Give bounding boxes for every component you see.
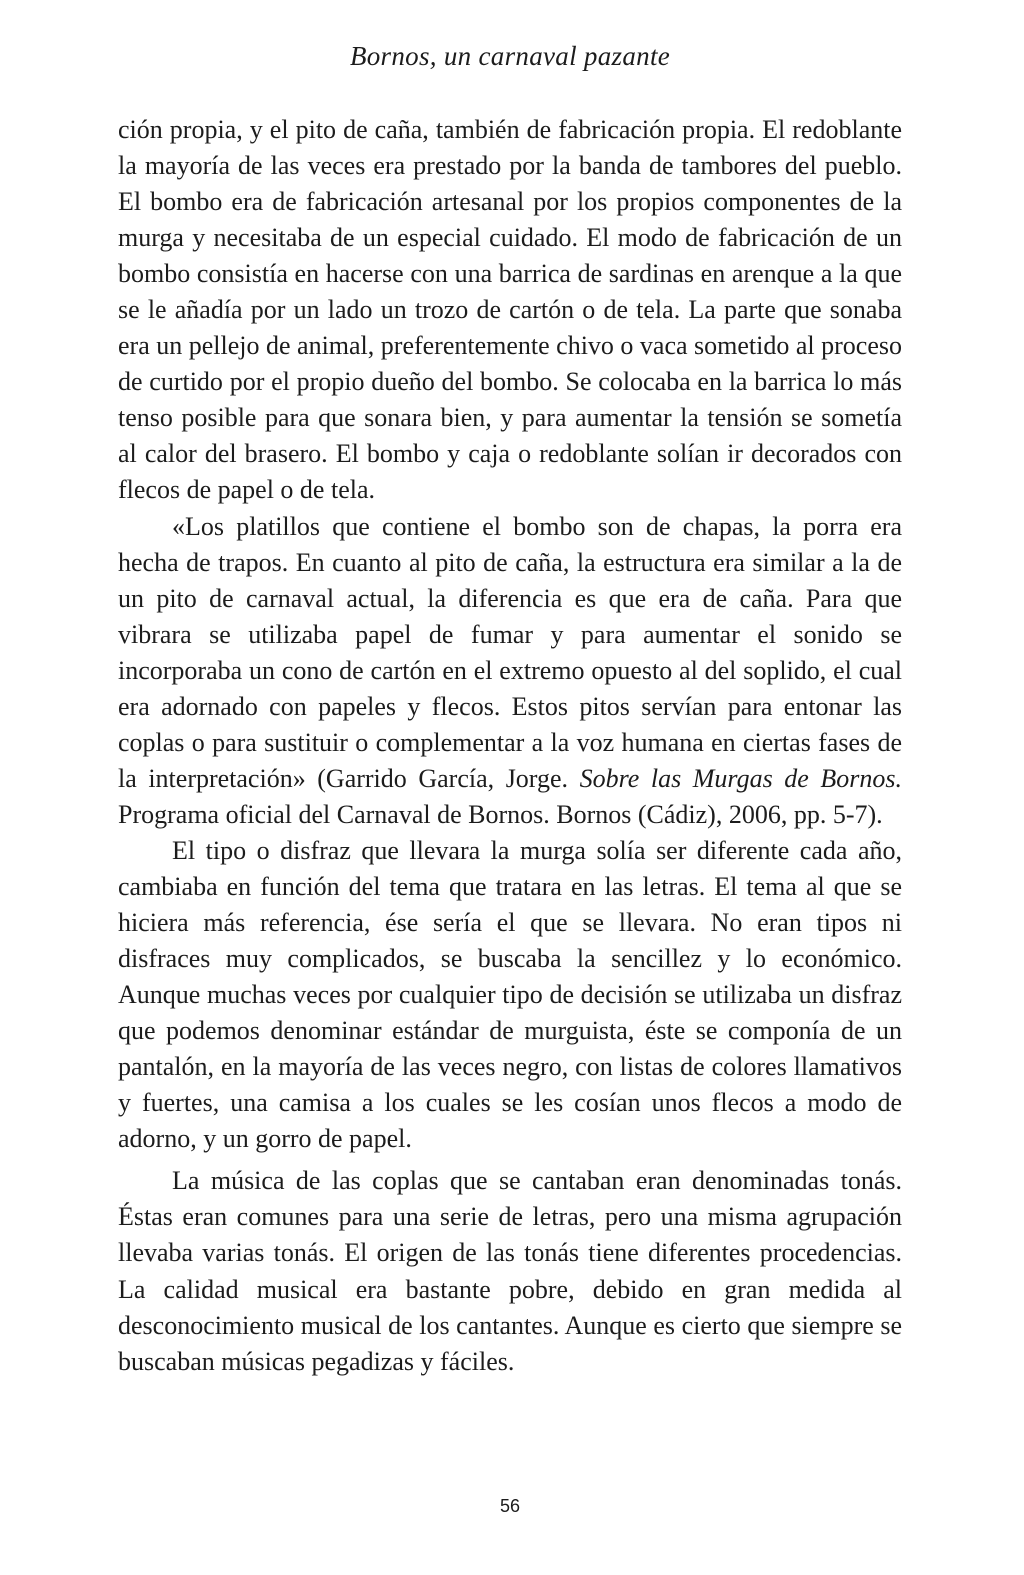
quote-text: «Los platillos que contiene el bombo son de chapas, la porra era hecha de trapos. En cuanto al pito de caña, la estructura era similar a la de un pito de carnaval actual, la diferencia es que era de caña. Para que vibrara se utilizaba papel de fumar y para aumentar el sonido se incorporaba un cono de cartón en el extremo opuesto al del soplido, el cual era adornado con papeles y flecos. Estos pitos servían para entonar las coplas o para sustituir o complementar a la voz humana en ciertas fases de la interpretación» (Garrido García, Jorge. (118, 511, 902, 793)
citation-details: Programa oficial del Carnaval de Bornos. Bornos (Cádiz), 2006, pp. 5-7). (118, 799, 883, 829)
book-page (118, 0, 902, 1575)
body-text (118, 112, 902, 1380)
paragraph-music: La música de las coplas que se cantaban eran denominadas tonás. Éstas eran comunes para una serie de letras, pero una misma agrupación llevaba varias tonás. El origen de las tonás tiene diferentes procedencias. La calidad musical era bastante pobre, debido en gran medida al desconocimiento musical de los cantantes. Aunque es cierto que siempre se buscaban músicas pegadizas y fáciles. (118, 1166, 902, 1376)
paragraph-quote (118, 509, 902, 833)
running-header: Bornos, un carnaval pazante (349, 41, 671, 71)
paragraph-continuation: ción propia, y el pito de caña, también de fabricación propia. El redoblante la mayoría de las veces era prestado por la banda de tambores del pueblo. El bombo era de fabricación artesanal por los propios componentes de la murga y necesitaba de un especial cuidado. El modo de fabricación de un bombo consistía en hacerse con una barrica de sardinas en arenque a la que se le añadía por un lado un trozo de cartón o de tela. La parte que sonaba era un pellejo de animal, preferentemente chivo o vaca sometido al proceso de curtido por el propio dueño del bombo. Se colocaba en la barrica lo más tenso posible para que sonara bien, y para aumentar la tensión se sometía al calor del brasero. El bombo y caja o redoblante solían ir decorados con flecos de papel o de tela. (118, 115, 902, 505)
cited-work-title: Sobre las Murgas de Bornos. (579, 763, 902, 793)
page-number: 56 (499, 1496, 521, 1516)
paragraph-costume: El tipo o disfraz que llevara la murga solía ser diferente cada año, cambiaba en función del tema que tratara en las letras. El tema al que se hiciera más referencia, ése sería el que se llevara. No eran tipos ni disfraces muy complicados, se buscaba la sencillez y lo económico. Aunque muchas veces por cualquier tipo de decisión se utilizaba un disfraz que podemos denominar estándar de murguista, éste se componía de un pantalón, en la mayoría de las veces negro, con listas de colores llamativos y fuertes, una camisa a los cuales se les cosían unos flecos a modo de adorno, y un gorro de papel. (118, 835, 902, 1154)
